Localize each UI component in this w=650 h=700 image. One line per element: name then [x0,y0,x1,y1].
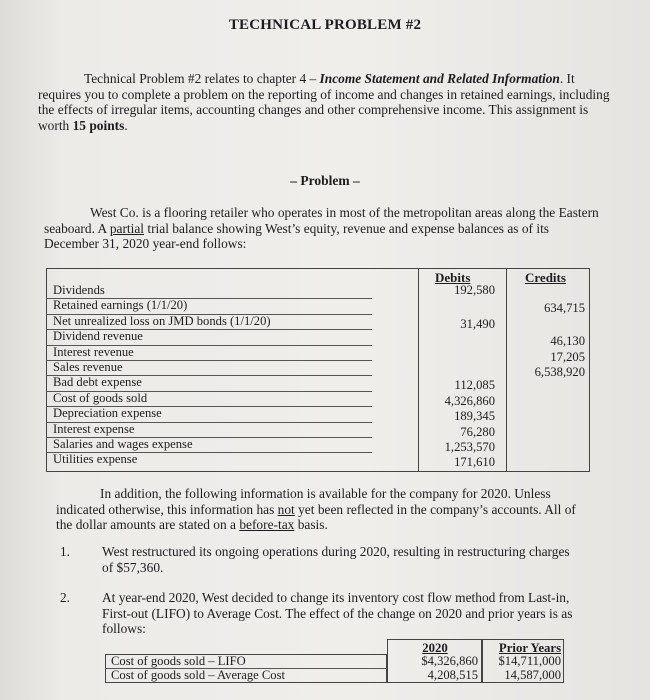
intro-part3: . [124,117,128,133]
debits-header: Debits [435,270,471,285]
table-row: Bad debt expense 112,085 [53,375,495,393]
item-text: West restructured its ongoing operations during 2020, resulting in restructuring charges of $57,360. [102,544,570,575]
assignment-points: 15 points [72,117,125,133]
inventory-change-table [105,639,565,683]
desc-part1: West Co. is a flooring retailer who operates in most of the metropolitan areas along the Eastern seaboard. A [44,205,599,236]
table-row: Dividend revenue 46,130 [53,329,585,349]
table-row: Cost of goods sold 4,326,860 [53,390,495,408]
table-row: Retained earnings (1/1/20) 634,715 [53,298,585,316]
desc-partial: partial [109,220,145,236]
row-value-prior: $14,711,000 [498,654,561,668]
credits-header: Credits [525,270,566,285]
table-row: Sales revenue 6,538,920 [53,360,585,379]
row-value-2020: 4,208,515 [427,668,478,682]
table-row: Interest expense 76,280 [53,421,495,439]
additional-part1: In addition, the following information is available for the company for 2020. Unless indicated otherwise, this information has [56,486,551,517]
intro-paragraph [38,71,613,133]
row-value-2020: $4,326,860 [421,654,478,668]
intro-part1: Technical Problem #2 relates to chapter 4 – [84,71,320,86]
desc-part2: trial balance showing West’s equity, revenue and expense balances as of its December 31, 2020 year-end follows: [44,220,550,252]
table-row: Interest revenue 17,205 [53,344,585,364]
page-title: TECHNICAL PROBLEM #2 [228,17,422,33]
trial-balance-table [46,268,590,472]
additional-part2: yet been reflected in the company’s accounts. All of the dollar amounts are stated on a [56,501,576,533]
column-header-2020: 2020 [422,641,448,655]
table-row: Utilities expense 171,610 [53,452,495,470]
additional-info-paragraph [56,486,586,533]
item-text: At year-end 2020, West decided to change its inventory cost flow method from Last-in, First-out (LIFO) to Average Cost. The effect of the change on 2020 and prior years is as follows: [102,590,573,637]
table-row: Dividends 192,580 [53,283,495,297]
additional-before-tax: before-tax [239,517,295,533]
chapter-title: Income Statement and Related Information [319,71,560,86]
row-label: Cost of goods sold – LIFO [111,654,246,668]
problem-heading: – Problem – [290,173,360,188]
company-description [44,205,604,252]
row-value-prior: 14,587,000 [504,668,561,682]
row-label: Cost of goods sold – Average Cost [111,668,285,682]
table-row: Depreciation expense 189,345 [53,406,495,424]
additional-part3: basis. [294,517,328,533]
item-number: 2. [60,590,70,605]
intro-part2: . It requires you to complete a problem on the reporting of income and changes in retained earnings, including the effects of irregular items, accounting changes and other comprehensive income. This assignment is worth [38,71,610,133]
additional-not: not [277,501,295,517]
table-row: Net unrealized loss on JMD bonds (1/1/20) 31,490 [53,313,495,331]
table-row: Salaries and wages expense 1,253,570 [53,437,495,454]
column-header-prior-years: Prior Years [498,641,562,655]
item-number: 1. [60,544,70,559]
